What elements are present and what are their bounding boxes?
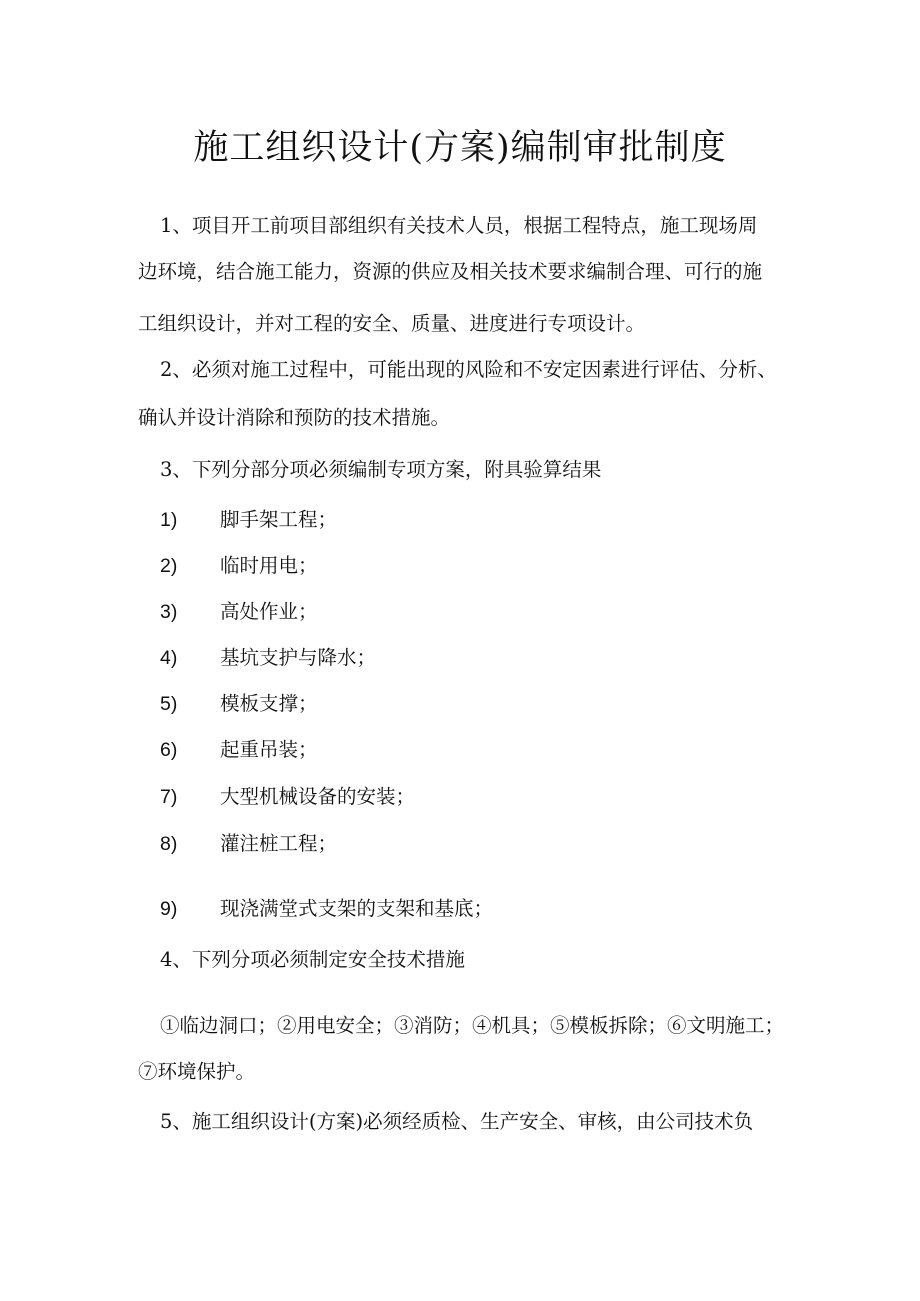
list-item-number: 2) (160, 555, 178, 577)
paragraph-4b-line-2: ⑦环境保护。 (138, 1060, 256, 1083)
paragraph-4-line-1: 4、下列分项必须制定安全技术措施 (160, 948, 465, 971)
list-item-number: 5) (160, 693, 178, 715)
paragraph-4b-line-1: ①临边洞口；②用电安全；③消防；④机具；⑤模板拆除；⑥文明施工； (160, 1014, 785, 1037)
list-item-text: 高处作业； (220, 600, 318, 623)
list-item-text: 模板支撑； (220, 692, 318, 715)
list-item-number: 1) (160, 509, 178, 531)
list-item-text: 现浇满堂式支架的支架和基底； (220, 897, 494, 920)
list-item-number: 4) (160, 647, 178, 669)
list-item-number: 7) (160, 786, 178, 808)
paragraph-5-line-1: 5、施工组织设计(方案)必须经质检、生产安全、审核，由公司技术负 (160, 1110, 754, 1133)
paragraph-1-line-2: 边环境，结合施工能力，资源的供应及相关技术要求编制合理、可行的施 (138, 260, 763, 283)
paragraph-1-line-3: 工组织设计，并对工程的安全、质量、进度进行专项设计。 (138, 312, 646, 335)
list-item-text: 大型机械设备的安装； (220, 785, 416, 808)
list-item-text: 脚手架工程； (220, 508, 338, 531)
list-item-number: 9) (160, 898, 178, 920)
paragraph-1-line-1: 1、项目开工前项目部组织有关技术人员，根据工程特点，施工现场周 (160, 214, 758, 237)
document-title: 施工组织设计(方案)编制审批制度 (193, 128, 727, 168)
list-item-text: 临时用电； (220, 554, 318, 577)
list-item-number: 6) (160, 739, 178, 761)
list-item-text: 基坑支护与降水； (220, 646, 377, 669)
list-item-number: 3) (160, 601, 178, 623)
paragraph-3-line-1: 3、下列分部分项必须编制专项方案，附具验算结果 (160, 458, 602, 481)
paragraph-2-line-2: 确认并设计消除和预防的技术措施。 (138, 406, 451, 429)
list-item-text: 灌注桩工程； (220, 832, 338, 855)
list-item-number: 8) (160, 833, 178, 855)
paragraph-2-line-1: 2、必须对施工过程中，可能出现的风险和不安定因素进行评估、分析、 (160, 358, 777, 381)
list-item-text: 起重吊装； (220, 738, 318, 761)
